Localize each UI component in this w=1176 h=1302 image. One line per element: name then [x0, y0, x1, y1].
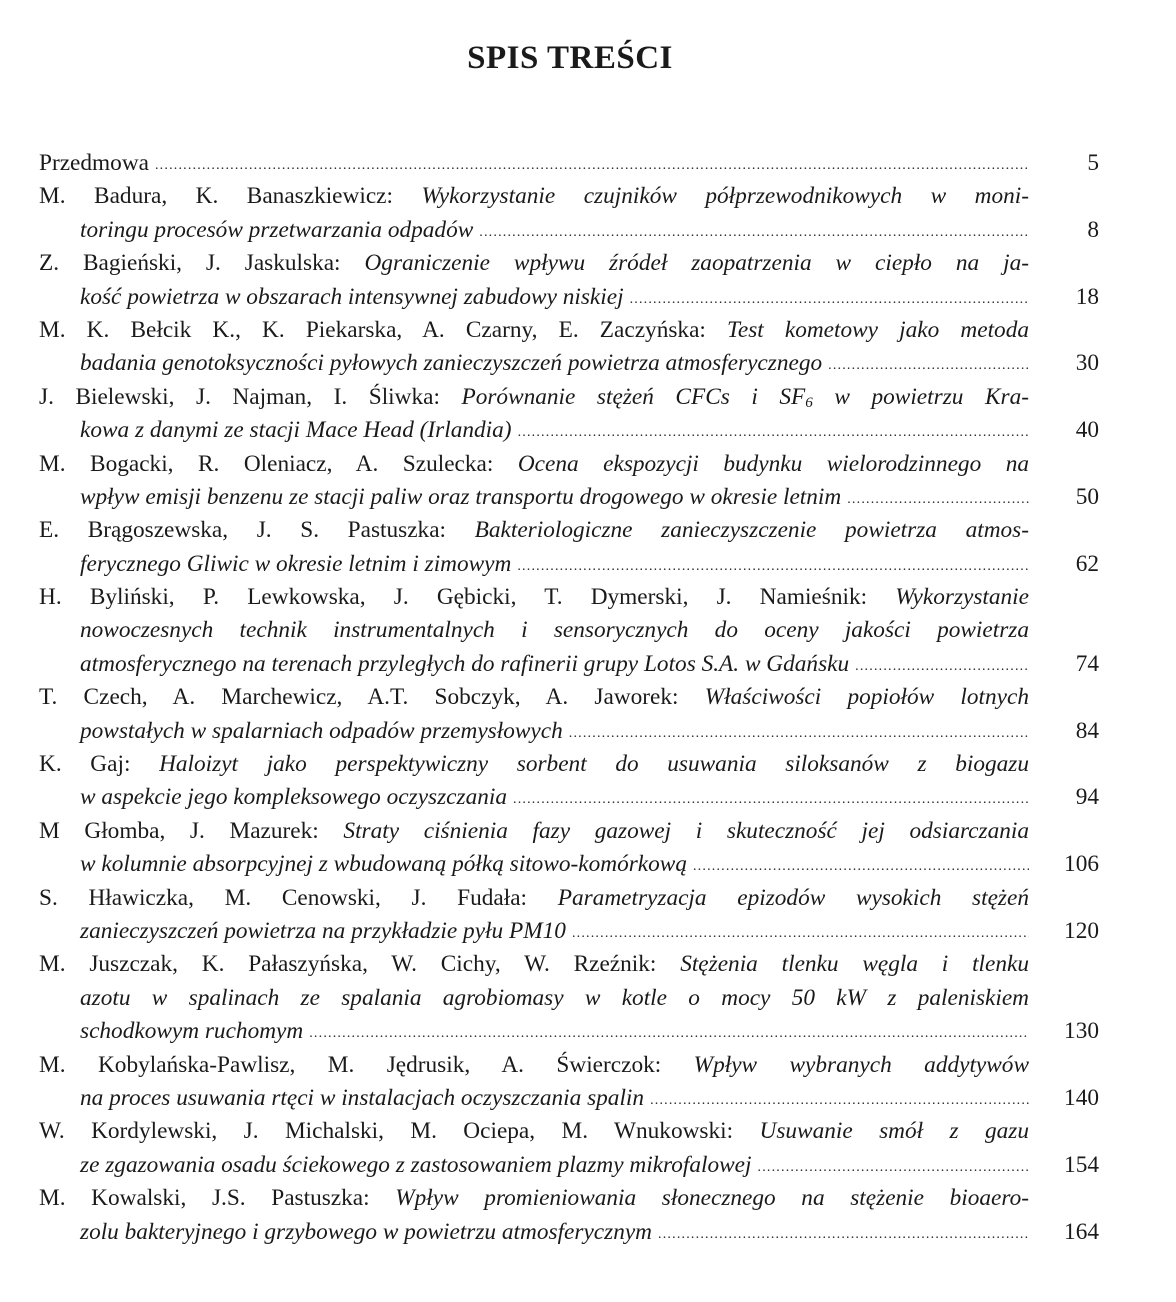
entry-authors: M. K. Bełcik K., K. Piekarska, A. Czarny, E. Zaczyńska: [39, 316, 728, 343]
page-number: 50 [1075, 483, 1099, 510]
dot-leader [828, 347, 1029, 380]
toc-entry-text [39, 514, 1029, 547]
entry-title: zanieczyszczeń powietrza na przykładzie pyłu PM10 [80, 917, 566, 944]
toc-entry [39, 448, 1119, 515]
toc-entry-text [39, 1115, 1029, 1148]
toc-entry-line [39, 581, 1119, 614]
dot-leader [658, 1216, 1029, 1249]
entry-title: Ograniczenie wpływu źródeł zaopatrzenia w ciepło na ja- [364, 250, 1029, 277]
entry-text-run [39, 951, 1029, 977]
toc-entry-text [39, 715, 1029, 748]
page-number [1029, 815, 1099, 848]
page-number [1029, 448, 1099, 481]
entry-text-run [80, 1082, 644, 1115]
entry-authors: Przedmowa [39, 150, 149, 176]
dot-leader [572, 915, 1029, 948]
toc-entry [39, 180, 1119, 247]
page-number: 5 [1087, 150, 1099, 176]
entry-title: Wykorzystanie czujników półprzewodnikowych w moni- [421, 183, 1029, 210]
page-title: SPIS TREŚCI [467, 40, 673, 76]
toc-entry-line [39, 481, 1119, 514]
toc-entry-line [39, 1082, 1119, 1115]
toc-entry-text [39, 214, 1029, 247]
toc-entry-line [39, 1216, 1119, 1249]
entry-text-run [39, 317, 1029, 343]
toc-entry-text [39, 948, 1029, 981]
entry-title: Bakteriologiczne zanieczyszczenie powietrza atmos- [474, 517, 1029, 544]
entry-authors: M. Bogacki, R. Oleniacz, A. Szulecka: [39, 450, 518, 477]
toc-entry-text [39, 448, 1029, 481]
toc-entry [39, 681, 1119, 748]
page-number: 140 [1064, 1084, 1099, 1111]
entry-title: Usuwanie smół z gazu [759, 1118, 1029, 1145]
dot-leader [758, 1149, 1030, 1182]
entry-title: kość powietrza w obszarach intensywnej zabudowy niskiej [80, 283, 624, 310]
toc-entry-line [39, 982, 1119, 1015]
page-number: 130 [1064, 1018, 1099, 1045]
page-number: 62 [1075, 550, 1099, 577]
entry-title: ze zgazowania osadu ściekowego z zastosowaniem plazmy mikrofalowej [80, 1151, 752, 1178]
entry-text-run [39, 250, 1029, 276]
toc-entry-line [39, 648, 1119, 681]
page-number: 94 [1075, 784, 1099, 811]
entry-text-run [39, 885, 1029, 911]
entry-title: nowoczesnych technik instrumentalnych i sensorycznych do oceny jakości powietrza [80, 617, 1029, 644]
entry-authors: M Głomba, J. Mazurek: [39, 817, 344, 844]
toc-entry [39, 1049, 1119, 1116]
page-number [1029, 681, 1099, 714]
toc-entry-text [39, 347, 1029, 380]
entry-title: toringu procesów przetwarzania odpadów [80, 216, 474, 243]
toc-entry-line [39, 214, 1119, 247]
entry-title: Haloizyt jako perspektywiczny sorbent do usuwania siloksanów z biogazu [159, 751, 1029, 778]
entry-title: powstałych w spalarniach odpadów przemysłowych [80, 717, 563, 744]
toc-entry [39, 314, 1119, 381]
entry-text-run [39, 1185, 1029, 1211]
entry-text-run [39, 751, 1029, 777]
entry-title: Wpływ promieniowania słonecznego na stężenie bioaero- [395, 1185, 1029, 1212]
dot-leader [517, 548, 1029, 581]
toc-entry-text [39, 481, 1029, 514]
page-number [1029, 614, 1099, 647]
table-of-contents [39, 147, 1119, 1249]
toc-entry-text [39, 1082, 1029, 1115]
toc-entry-line [39, 247, 1119, 280]
entry-title: Test kometowy jako metoda [727, 316, 1029, 343]
dot-leader [847, 481, 1029, 514]
entry-title: Wpływ wybranych addytywów [693, 1051, 1029, 1078]
entry-authors: Z. Bagieński, J. Jaskulska: [39, 250, 365, 277]
page-number: 30 [1075, 350, 1099, 377]
toc-entry-text [39, 1149, 1029, 1182]
entry-authors: W. Kordylewski, J. Michalski, M. Ociepa, M. Wnukowski: [39, 1118, 760, 1145]
toc-entry-line [39, 614, 1119, 647]
page-number: 74 [1075, 650, 1099, 677]
toc-entry-line [39, 347, 1119, 380]
entry-authors: S. Hławiczka, M. Cenowski, J. Fudała: [39, 884, 558, 911]
toc-entry-line [39, 1149, 1119, 1182]
toc-entry [39, 1182, 1119, 1249]
dot-leader [650, 1082, 1029, 1115]
entry-title: badania genotoksyczności pyłowych zanieczyszczeń powietrza atmosferycznego [80, 350, 823, 377]
entry-title: kowa z danymi ze stacji Mace Head (Irlandia) [80, 417, 512, 444]
dot-leader [513, 781, 1029, 814]
toc-entry-line [39, 781, 1119, 814]
page-number [1029, 514, 1099, 547]
toc-entry-line [39, 1115, 1119, 1148]
toc-entry-text [39, 314, 1029, 347]
page-number [1029, 314, 1099, 347]
toc-entry-line [39, 915, 1119, 948]
entry-text-run [39, 517, 1029, 543]
toc-entry-line [39, 715, 1119, 748]
toc-entry [39, 581, 1119, 681]
page-number [1029, 381, 1099, 414]
page-number [1029, 948, 1099, 981]
toc-entry-text [39, 581, 1029, 614]
toc-entry-line [39, 414, 1119, 447]
toc-entry-text [39, 614, 1029, 647]
dot-leader [630, 281, 1029, 314]
entry-text-run [39, 147, 149, 180]
entry-authors: M. Badura, K. Banaszkiewicz: [39, 183, 422, 210]
entry-text-run [39, 183, 1029, 209]
page-number [1029, 1049, 1099, 1082]
toc-entry-text [39, 1216, 1029, 1249]
entry-text-run [39, 1052, 1029, 1078]
entry-text-run [80, 648, 849, 681]
toc-entry-text [39, 381, 1029, 414]
toc-entry-text [39, 815, 1029, 848]
entry-title: Stężenia tlenku węgla i tlenku [680, 951, 1029, 978]
page-number: 164 [1064, 1218, 1099, 1245]
page-number [1029, 982, 1099, 1015]
toc-entry-line [39, 948, 1119, 981]
toc-entry-text [39, 848, 1029, 881]
page-number [1029, 882, 1099, 915]
page-number: 18 [1075, 283, 1099, 310]
entry-authors: K. Gaj: [39, 751, 160, 778]
entry-text-run [80, 715, 563, 748]
toc-entry-line [39, 815, 1119, 848]
toc-entry-line [39, 448, 1119, 481]
toc-entry-line [39, 882, 1119, 915]
page-number: 8 [1087, 216, 1099, 243]
toc-entry-text [39, 882, 1029, 915]
entry-text-run [80, 414, 512, 447]
entry-authors: M. Kobylańska-Pawlisz, M. Jędrusik, A. Świerczok: [39, 1051, 694, 1078]
toc-entry [39, 147, 1119, 180]
toc-entry-line [39, 381, 1119, 414]
entry-text-run [80, 985, 1029, 1011]
toc-entry [39, 381, 1119, 448]
toc-entry [39, 247, 1119, 314]
entry-title: schodkowym ruchomym [80, 1018, 304, 1045]
page-number [1029, 748, 1099, 781]
toc-entry-line [39, 281, 1119, 314]
page-number: 154 [1064, 1151, 1099, 1178]
page-number [1029, 1115, 1099, 1148]
entry-text-run [39, 384, 1029, 410]
entry-text-run [39, 1118, 1029, 1144]
entry-text-run [80, 214, 473, 247]
entry-text-run [80, 915, 566, 948]
toc-entry-text [39, 1182, 1029, 1215]
toc-entry-line [39, 548, 1119, 581]
toc-entry-line [39, 748, 1119, 781]
entry-authors: M. Kowalski, J.S. Pastuszka: [39, 1185, 396, 1212]
toc-entry [39, 815, 1119, 882]
page-number [1029, 1182, 1099, 1215]
toc-entry [39, 882, 1119, 949]
toc-entry-line [39, 1182, 1119, 1215]
entry-title-subscript: 6 [805, 394, 813, 411]
entry-authors: J. Bielewski, J. Najman, I. Śliwka: [39, 383, 462, 410]
dot-leader [518, 414, 1029, 447]
entry-text-run [39, 451, 1029, 477]
page-number [1029, 180, 1099, 213]
toc-entry-text [39, 247, 1029, 280]
entry-text-run [80, 848, 687, 881]
toc-entry-line [39, 1015, 1119, 1048]
dot-leader [309, 1015, 1029, 1048]
toc-entry-text [39, 1049, 1029, 1082]
entry-text-run [80, 548, 511, 581]
page-number: 40 [1075, 417, 1099, 444]
dot-leader [693, 848, 1029, 881]
toc-entry-text [39, 748, 1029, 781]
toc-entry [39, 748, 1119, 815]
entry-text-run [80, 1149, 752, 1182]
entry-authors: M. Juszczak, K. Pałaszyńska, W. Cichy, W. Rzeźnik: [39, 951, 681, 978]
entry-text-run [39, 584, 1029, 610]
entry-title: Właściwości popiołów lotnych [704, 684, 1029, 711]
entry-text-run [80, 781, 507, 814]
toc-entry-text [39, 982, 1029, 1015]
page-number [1029, 247, 1099, 280]
toc-entry-line [39, 180, 1119, 213]
toc-entry-line [39, 514, 1119, 547]
entry-title: Straty ciśnienia fazy gazowej i skuteczność jej odsiarczania [343, 817, 1029, 844]
entry-authors: T. Czech, A. Marchewicz, A.T. Sobczyk, A. Jaworek: [39, 684, 705, 711]
toc-entry-text [39, 180, 1029, 213]
toc-entry-line [39, 681, 1119, 714]
toc-entry-text [39, 281, 1029, 314]
toc-entry-text [39, 648, 1029, 681]
page-number: 84 [1075, 717, 1099, 744]
toc-entry-line [39, 848, 1119, 881]
entry-title: wpływ emisji benzenu ze stacji paliw oraz transportu drogowego w okresie letnim [80, 483, 842, 510]
entry-text-run [80, 347, 822, 380]
toc-entry-line [39, 1049, 1119, 1082]
toc-entry-line [39, 314, 1119, 347]
entry-title: Porównanie stężeń CFCs i SF [461, 383, 806, 410]
page-number [1029, 581, 1099, 614]
entry-text-run [80, 617, 1029, 643]
entry-text-run [80, 481, 841, 514]
entry-title: w powietrzu Kra- [812, 383, 1029, 410]
entry-text-run [80, 1015, 303, 1048]
entry-title: Ocena ekspozycji budynku wielorodzinnego na [517, 450, 1029, 477]
dot-leader [569, 715, 1029, 748]
page-number: 120 [1064, 917, 1099, 944]
toc-entry-line [39, 147, 1119, 180]
dot-leader [479, 214, 1029, 247]
page-number: 106 [1064, 851, 1099, 878]
entry-text-run [80, 1216, 652, 1249]
dot-leader [155, 147, 1029, 180]
toc-entry [39, 948, 1119, 1048]
entry-text-run [39, 684, 1029, 710]
toc-entry-text [39, 1015, 1029, 1048]
entry-title: w aspekcie jego kompleksowego oczyszczania [80, 784, 507, 811]
entry-text-run [39, 818, 1029, 844]
entry-title: zolu bakteryjnego i grzybowego w powietrzu atmosferycznym [80, 1218, 653, 1245]
entry-title: Wykorzystanie [895, 584, 1029, 611]
entry-title: Parametryzacja epizodów wysokich stężeń [557, 884, 1029, 911]
entry-text-run [80, 281, 624, 314]
toc-entry-text [39, 414, 1029, 447]
entry-title: azotu w spalinach ze spalania agrobiomasy w kotle o mocy 50 kW z paleniskiem [80, 984, 1029, 1011]
toc-entry-text [39, 548, 1029, 581]
toc-entry [39, 1115, 1119, 1182]
toc-entry [39, 514, 1119, 581]
toc-entry-text [39, 147, 1029, 180]
entry-title: w kolumnie absorpcyjnej z wbudowaną półką sitowo-komórkową [80, 851, 687, 878]
entry-title: atmosferycznego na terenach przyległych do rafinerii grupy Lotos S.A. w Gdańsku [80, 650, 850, 677]
entry-authors: E. Brągoszewska, J. S. Pastuszka: [39, 517, 475, 544]
entry-title: ferycznego Gliwic w okresie letnim i zimowym [80, 550, 512, 577]
entry-title: na proces usuwania rtęci w instalacjach oczyszczania spalin [80, 1084, 645, 1111]
toc-entry-text [39, 915, 1029, 948]
toc-entry-text [39, 781, 1029, 814]
dot-leader [855, 648, 1029, 681]
entry-authors: H. Byliński, P. Lewkowska, J. Gębicki, T. Dymerski, J. Namieśnik: [39, 584, 896, 611]
toc-entry-text [39, 681, 1029, 714]
